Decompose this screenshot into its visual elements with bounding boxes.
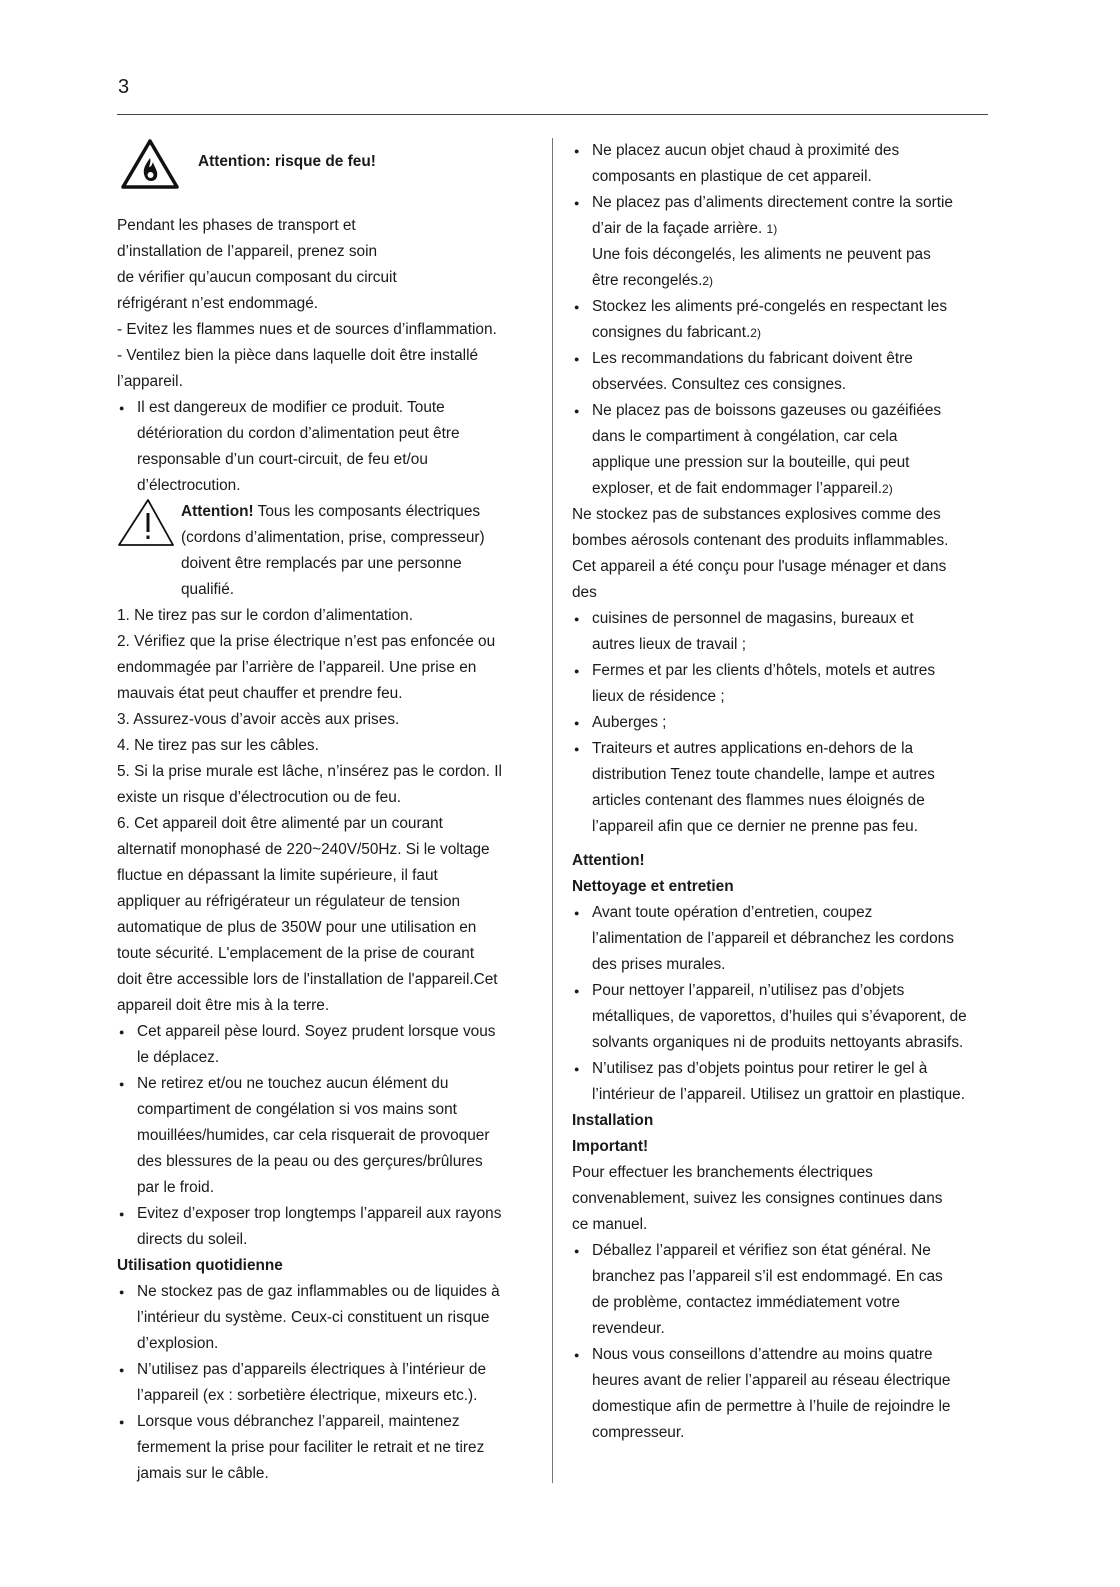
text-span: exploser, et de fait endommager l’appareil. (592, 480, 883, 497)
text-line: Pour effectuer les branchements électriques (572, 1164, 873, 1181)
text-line: ● N’utilisez pas d’appareils électriques à l’intérieur de (137, 1361, 487, 1378)
text-line: mouillées/humides, car cela risquerait de provoquer (137, 1127, 490, 1144)
bullet-item (117, 1019, 542, 1071)
section-heading-important (572, 1134, 992, 1160)
text-line: ● Ne placez aucun objet chaud à proximité des (592, 142, 900, 159)
text-line (592, 268, 992, 294)
page-number: 3 (118, 76, 130, 98)
numbered-item-2 (117, 629, 542, 707)
text-line: doivent être remplacés par une personne (181, 555, 462, 572)
text-line: ● Ne stockez pas de gaz inflammables ou de liquides à (137, 1283, 500, 1300)
text-line: ● Cet appareil pèse lourd. Soyez prudent lorsque vous (137, 1023, 496, 1040)
text-span: être recongelés. (592, 272, 703, 289)
install-paragraph (572, 1160, 992, 1238)
text-line: ● cuisines de personnel de magasins, bureaux et (592, 610, 914, 627)
bullet-item (117, 395, 542, 499)
ventilation-advice-cont: l’appareil. (117, 373, 183, 390)
heading-text: Attention! (572, 852, 645, 869)
warning-label: Attention! (181, 503, 254, 520)
heading-text: Nettoyage et entretien (572, 878, 734, 895)
section-heading-daily-use (117, 1253, 542, 1279)
footnote-ref: 2) (882, 482, 893, 496)
text-line: domestique afin de permettre à l’huile de rejoindre le (592, 1398, 951, 1415)
text-line: existe un risque d’électrocution ou de feu. (117, 789, 402, 806)
text-line: heures avant de relier l’appareil au réseau électrique (592, 1372, 951, 1389)
text-line: ● Avant toute opération d’entretien, coupez (592, 904, 873, 921)
text-line: distribution Tenez toute chandelle, lampe et autres (592, 766, 935, 783)
flame-advice: - Evitez les flammes nues et de sources d’inflammation. (117, 321, 497, 338)
text-line: par le froid. (137, 1179, 214, 1196)
bullet-item (117, 1071, 542, 1201)
text-line: ● Ne placez pas de boissons gazeuses ou gazéifiées (592, 402, 942, 419)
text-line: ce manuel. (572, 1216, 648, 1233)
text-line: composants en plastique de cet appareil. (592, 168, 872, 185)
text-line: alternatif monophasé de 220~240V/50Hz. Si le voltage (117, 841, 490, 858)
text-line: compartiment de congélation si vos mains sont (137, 1101, 457, 1118)
text-line: jamais sur le câble. (137, 1465, 269, 1482)
text-line: responsable d’un court-circuit, de feu et/ou (137, 451, 428, 468)
text-line: ● Lorsque vous débranchez l’appareil, maintenez (137, 1413, 460, 1430)
bullet-item (572, 1056, 992, 1108)
text-line (592, 320, 992, 346)
bullet-item (572, 1342, 992, 1446)
fire-hazard-icon (120, 138, 180, 190)
text-line: l’appareil (ex : sorbetière électrique, mixeurs etc.). (137, 1387, 478, 1404)
text-line (592, 476, 992, 502)
bullet-item (117, 1409, 542, 1487)
explosive-paragraph (572, 502, 992, 606)
text-line: d’explosion. (137, 1335, 219, 1352)
text-line (592, 216, 992, 242)
text-line: des blessures de la peau ou des gerçures/brûlures (137, 1153, 483, 1170)
text-line: Cet appareil a été conçu pour l'usage ménager et dans (572, 558, 947, 575)
text-line: des prises murales. (592, 956, 726, 973)
intro-paragraph (117, 213, 542, 317)
text-line: convenablement, suivez les consignes continues dans (572, 1190, 943, 1207)
text-line: revendeur. (592, 1320, 665, 1337)
fire-warning-title: Attention: risque de feu! (198, 153, 376, 170)
text-line: applique une pression sur la bouteille, qui peut (592, 454, 910, 471)
header-rule (117, 114, 988, 115)
text-line: appareil doit être mis à la terre. (117, 997, 330, 1014)
footnote-ref: 2) (702, 274, 714, 288)
text-line: fluctue en dépassant la limite supérieure, il faut (117, 867, 438, 884)
bullet-item (572, 978, 992, 1056)
bullet-item (117, 1357, 542, 1409)
bullet-item (572, 1238, 992, 1342)
text-line: de vérifier qu’aucun composant du circuit (117, 269, 397, 286)
text-line: compresseur. (592, 1424, 685, 1441)
warning-triangle-icon (117, 497, 175, 549)
text-line: solvants organiques ni de produits nettoyants abrasifs. (592, 1034, 964, 1051)
numbered-item-6 (117, 811, 542, 1019)
text-line: automatique de plus de 350W pour une utilisation en (117, 919, 477, 936)
text-line: ● Les recommandations du fabricant doivent être (592, 350, 913, 367)
text-line: ● Ne retirez et/ou ne touchez aucun élément du (137, 1075, 449, 1092)
numbered-item-5 (117, 759, 542, 811)
bullet-item (572, 398, 992, 502)
bullet-item (117, 1201, 542, 1253)
fire-warning-header (117, 138, 542, 190)
numbered-item-3: 3. Assurez-vous d’avoir accès aux prises. (117, 711, 400, 728)
ventilation-advice: - Ventilez bien la pièce dans laquelle doit être installé (117, 347, 479, 364)
text-line: détérioration du cordon d’alimentation peut être (137, 425, 460, 442)
bullet-item (117, 1279, 542, 1357)
text-line: ● Il est dangereux de modifier ce produit. Toute (137, 399, 445, 416)
text-line: ● Ne placez pas d’aliments directement contre la sortie (592, 194, 953, 211)
warning-text: Tous les composants électriques (253, 503, 481, 520)
left-column (117, 138, 542, 1487)
bullet-item (572, 346, 992, 398)
right-column (572, 138, 992, 1446)
text-line: articles contenant des flammes nues éloignés de (592, 792, 925, 809)
text-line: ● Auberges ; (592, 714, 667, 731)
text-line: l’appareil afin que ce dernier ne prenne pas feu. (592, 818, 918, 835)
text-line: d’électrocution. (137, 477, 241, 494)
heading-text: Installation (572, 1112, 654, 1129)
electrical-warning (117, 499, 542, 603)
text-line: mauvais état peut chauffer et prendre feu. (117, 685, 403, 702)
text-line: toute sécurité. L'emplacement de la prise de courant (117, 945, 475, 962)
text-line: ● Déballez l’appareil et vérifiez son état général. Ne (592, 1242, 931, 1259)
text-line: réfrigérant n’est endommagé. (117, 295, 319, 312)
text-line: ● Evitez d’exposer trop longtemps l’appareil aux rayons (137, 1205, 502, 1222)
text-line: autres lieux de travail ; (592, 636, 746, 653)
text-line: appliquer au réfrigérateur un régulateur de tension (117, 893, 461, 910)
text-span: d’air de la façade arrière. (592, 220, 767, 237)
text-line: d’installation de l’appareil, prenez soin (117, 243, 378, 260)
numbered-item-4: 4. Ne tirez pas sur les câbles. (117, 737, 319, 754)
text-line: qualifié. (181, 581, 235, 598)
text-span: consignes du fabricant. (592, 324, 751, 341)
numbered-item-1: 1. Ne tirez pas sur le cordon d’alimentation. (117, 607, 413, 624)
bullet-item (572, 190, 992, 294)
text-line: ● Traiteurs et autres applications en-dehors de la (592, 740, 914, 757)
text-line: dans le compartiment à congélation, car cela (592, 428, 898, 445)
text-line: Ne stockez pas de substances explosives comme des (572, 506, 941, 523)
bullet-item (572, 658, 992, 710)
bullet-item (572, 606, 992, 658)
text-line (181, 499, 542, 525)
text-line: métalliques, de vaporettos, d’huiles qui s’évaporent, de (592, 1008, 967, 1025)
bullet-item (572, 294, 992, 346)
text-line: des (572, 584, 597, 601)
text-line: 2. Vérifiez que la prise électrique n’est pas enfoncée ou (117, 633, 496, 650)
text-line: Pendant les phases de transport et (117, 217, 356, 234)
text-line: ● N’utilisez pas d’objets pointus pour retirer le gel à (592, 1060, 928, 1077)
bullet-item (572, 138, 992, 190)
text-line: l’intérieur du système. Ceux-ci constituent un risque (137, 1309, 490, 1326)
text-line: 6. Cet appareil doit être alimenté par un courant (117, 815, 443, 832)
text-line: doit être accessible lors de l'installation de l'appareil.Cet (117, 971, 498, 988)
section-heading-cleaning (572, 874, 992, 900)
text-line: bombes aérosols contenant des produits inflammables. (572, 532, 949, 549)
text-line: l’intérieur de l’appareil. Utilisez un grattoir en plastique. (592, 1086, 965, 1103)
text-line: ● Pour nettoyer l’appareil, n’utilisez pas d’objets (592, 982, 905, 999)
text-line: 5. Si la prise murale est lâche, n’insérez pas le cordon. Il (117, 763, 502, 780)
text-line: observées. Consultez ces consignes. (592, 376, 847, 393)
bullet-item (572, 710, 992, 736)
text-line: de problème, contactez immédiatement votre (592, 1294, 900, 1311)
text-line: l’alimentation de l’appareil et débranchez les cordons (592, 930, 954, 947)
text-line: ● Nous vous conseillons d’attendre au moins quatre (592, 1346, 933, 1363)
heading-text: Important! (572, 1138, 649, 1155)
text-line: branchez pas l’appareil s’il est endommagé. En cas (592, 1268, 943, 1285)
text-line: directs du soleil. (137, 1231, 248, 1248)
text-line: ● Stockez les aliments pré-congelés en respectant les (592, 298, 948, 315)
text-line: fermement la prise pour faciliter le retrait et ne tirez (137, 1439, 485, 1456)
text-line: (cordons d’alimentation, prise, compresseur) (181, 529, 485, 546)
text-line: le déplacez. (137, 1049, 220, 1066)
column-divider (552, 138, 553, 1483)
text-line: lieux de résidence ; (592, 688, 725, 705)
text-line: Une fois décongelés, les aliments ne peuvent pas (592, 246, 931, 263)
bullet-item (572, 900, 992, 978)
heading-text: Utilisation quotidienne (117, 1257, 283, 1274)
section-heading-attention (572, 848, 992, 874)
section-heading-installation (572, 1108, 992, 1134)
footnote-ref: 1) (766, 222, 778, 236)
bullet-item (572, 736, 992, 840)
text-line: endommagée par l’arrière de l’appareil. Une prise en (117, 659, 477, 676)
footnote-ref: 2) (750, 326, 761, 340)
text-line: ● Fermes et par les clients d’hôtels, motels et autres (592, 662, 936, 679)
